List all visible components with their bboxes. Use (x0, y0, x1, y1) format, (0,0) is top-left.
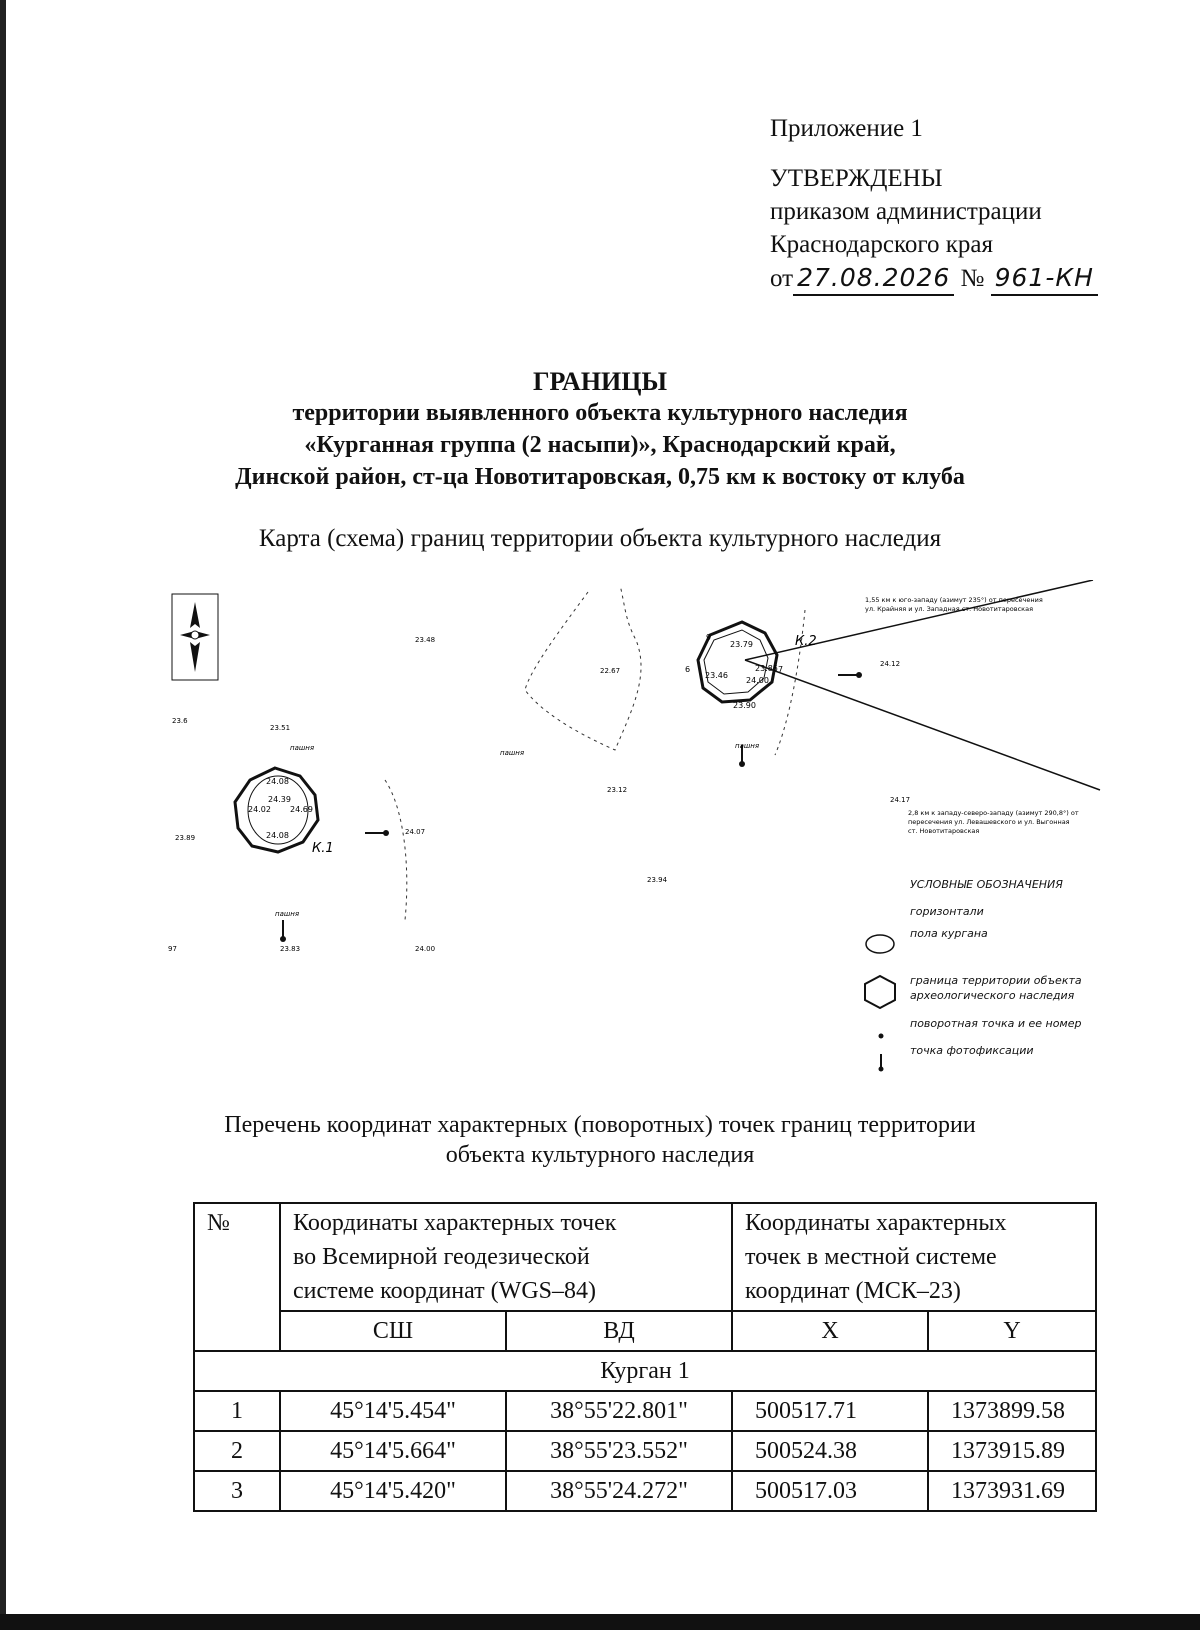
header-y: Y (928, 1311, 1096, 1351)
mound-1-height: 24.08 (266, 777, 289, 786)
header-wgs-line: Координаты характерных точек (293, 1210, 617, 1236)
table-row (194, 1391, 1096, 1431)
legend-symbols (865, 935, 895, 1072)
date-prefix: от (770, 265, 794, 292)
vertex-number: 9 (706, 633, 712, 642)
header-wgs-line: во Всемирной геодезической (293, 1244, 590, 1270)
row-lon: 38°55'23.552" (506, 1431, 732, 1471)
document-heading: ГРАНИЦЫ (532, 367, 668, 396)
spot-height: 23.6 (172, 717, 188, 725)
approval-number: 961-КН (991, 261, 1098, 296)
row-number: 2 (194, 1431, 280, 1471)
spot-height: 23.12 (607, 786, 628, 794)
table-row (194, 1471, 1096, 1511)
spot-height: 23.51 (270, 724, 291, 732)
scan-edge-bottom (0, 1614, 1200, 1630)
mound-1-height: 24.08 (266, 831, 289, 840)
approval-block (770, 112, 1170, 296)
header-msk-line: Координаты характерных (745, 1210, 1007, 1236)
table-group-row (194, 1351, 1096, 1391)
title-line-1: территории выявленного объекта культурного наследия (292, 400, 908, 426)
field-label: пашня (290, 744, 315, 752)
row-lat: 45°14'5.454" (280, 1391, 506, 1431)
header-wgs (280, 1203, 732, 1311)
field-labels (275, 742, 759, 918)
legend-item: граница территории объекта (910, 974, 1082, 987)
spot-height: 97 (168, 945, 177, 953)
row-lat: 45°14'5.420" (280, 1471, 506, 1511)
field-label: пашня (735, 742, 760, 750)
title-line-3: Динской район, ст-ца Новотитаровская, 0,75 км к востоку от клуба (235, 464, 965, 490)
coordinates-caption-line-1: Перечень координат характерных (поворотных) точек границ территории (224, 1112, 976, 1138)
header-wgs-line: системе координат (WGS–84) (293, 1278, 596, 1304)
coordinates-table (193, 1202, 1097, 1512)
spot-height: 23.48 (415, 636, 436, 644)
approval-date-line (770, 261, 1170, 296)
spot-height: 23.83 (280, 945, 301, 953)
mound-1-label: К.1 (312, 841, 334, 856)
legend-title: УСЛОВНЫЕ ОБОЗНАЧЕНИЯ (910, 878, 1063, 891)
legend-item: археологического наследия (910, 989, 1075, 1002)
row-lon: 38°55'24.272" (506, 1471, 732, 1511)
row-lon: 38°55'22.801" (506, 1391, 732, 1431)
mound-2-label: К.2 (795, 634, 817, 649)
table-header-row (194, 1203, 1096, 1311)
row-lat: 45°14'5.664" (280, 1431, 506, 1471)
mound-2-height: 23.46 (705, 671, 728, 680)
field-label: пашня (500, 749, 525, 757)
photo-point-icon (280, 672, 862, 942)
field-label: пашня (275, 910, 300, 918)
mound-2-height: 23.90 (733, 701, 756, 710)
map-caption: Карта (схема) границ территории объекта культурного наследия (258, 525, 942, 552)
row-y: 1373915.89 (928, 1431, 1096, 1471)
header-x: X (732, 1311, 928, 1351)
row-number: 3 (194, 1471, 280, 1511)
spot-height: 24.00 (415, 945, 436, 953)
spot-height: 22.67 (600, 667, 621, 675)
vertex-number: 7 (778, 665, 784, 674)
approved-label: УТВЕРЖДЕНЫ (770, 165, 943, 192)
approval-line-2: Краснодарского края (770, 231, 993, 258)
row-x: 500524.38 (732, 1431, 928, 1471)
spot-height: 24.07 (405, 828, 426, 836)
spot-height: 24.17 (890, 796, 911, 804)
mound-2-height: 24.00 (746, 676, 769, 685)
north-arrow-icon (172, 594, 218, 680)
header-msk (732, 1203, 1096, 1311)
spot-height: 23.89 (175, 834, 196, 842)
mound-2-height: 23.79 (730, 640, 753, 649)
legend-item: поворотная точка и ее номер (910, 1017, 1082, 1030)
table-subheader-row (194, 1311, 1096, 1351)
table-row (194, 1431, 1096, 1471)
mound-1-height: 24.69 (290, 805, 313, 814)
mound-1-height: 24.39 (268, 795, 291, 804)
distance-note-2: ст. Новотитаровская (908, 827, 980, 835)
mound-2-height: 23.85 (755, 664, 778, 673)
spot-height: 24.12 (880, 660, 901, 668)
header-number: № (194, 1203, 280, 1351)
row-number: 1 (194, 1391, 280, 1431)
legend-item: горизонтали (910, 905, 984, 918)
legend-item: пола кургана (910, 927, 988, 940)
distance-note-1: ул. Крайняя и ул. Западная ст. Новотитаровская (865, 605, 1034, 613)
distance-note-1: 1,55 км к юго-западу (азимут 235°) от пересечения (865, 596, 1043, 604)
row-y: 1373899.58 (928, 1391, 1096, 1431)
appendix-label: Приложение 1 (770, 115, 923, 142)
mound-1-height: 24.02 (248, 805, 271, 814)
row-x: 500517.71 (732, 1391, 928, 1431)
mound-1 (235, 768, 334, 856)
header-lat: СШ (280, 1311, 506, 1351)
vertex-number: 6 (685, 665, 691, 674)
row-x: 500517.03 (732, 1471, 928, 1511)
group-label: Курган 1 (194, 1351, 1096, 1391)
header-msk-line: точек в местной системе (745, 1244, 997, 1270)
row-y: 1373931.69 (928, 1471, 1096, 1511)
approval-line-1: приказом администрации (770, 198, 1042, 225)
number-prefix: № (960, 265, 985, 292)
coordinates-caption-line-2: объекта культурного наследия (445, 1142, 755, 1168)
header-msk-line: координат (МСК–23) (745, 1278, 961, 1304)
approval-date: 27.08.2026 (793, 261, 954, 296)
title-line-2: «Курганная группа (2 насыпи)», Краснодарский край, (304, 432, 896, 458)
distance-note-2: 2,8 км к западу-северо-западу (азимут 290,8°) от (908, 809, 1079, 817)
legend-item: точка фотофиксации (910, 1044, 1034, 1057)
distance-note-2: пересечения ул. Левашевского и ул. Выгонная (908, 818, 1070, 826)
header-lon: ВД (506, 1311, 732, 1351)
spot-height: 23.94 (647, 876, 668, 884)
